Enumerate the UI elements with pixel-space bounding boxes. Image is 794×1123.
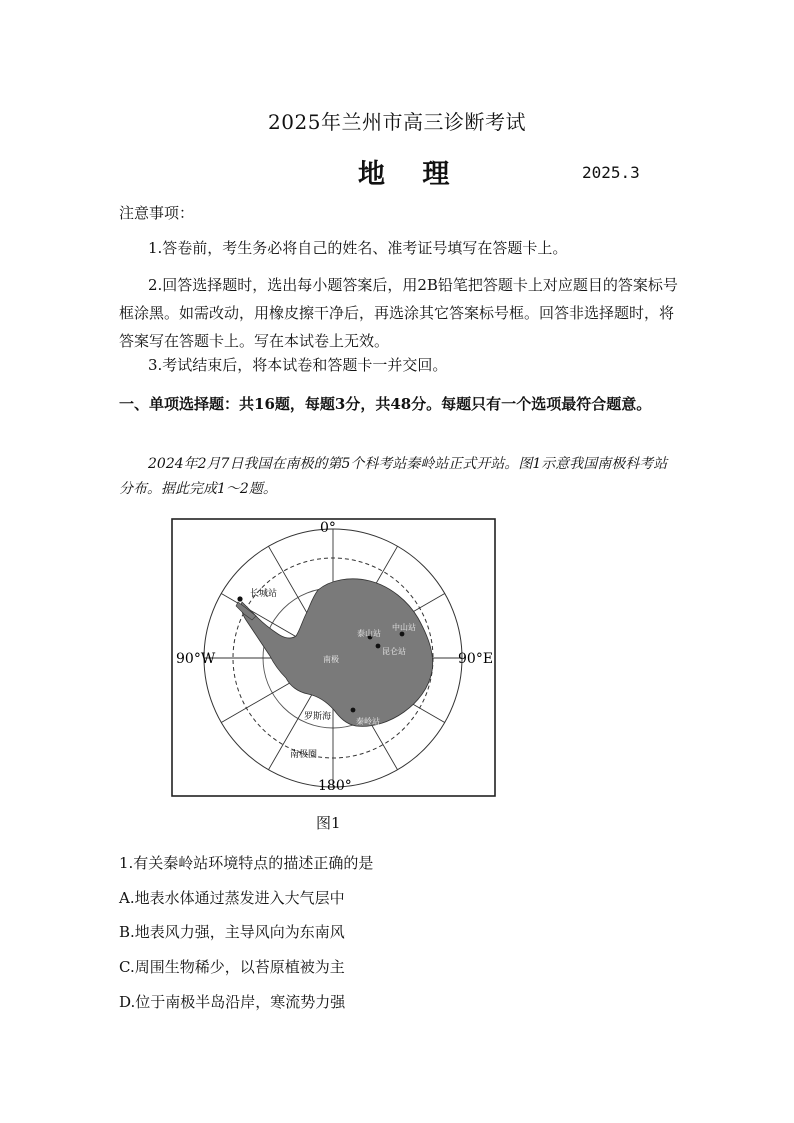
label-zhongshan-station: 中山站 [392, 623, 416, 632]
antarctica-map-figure [150, 506, 520, 806]
zhongshan-station-dot [400, 632, 405, 637]
question-1-option-c: C.周围生物稀少，以苔原植被为主 [119, 958, 345, 976]
note-item-2: 2.回答选择题时，选出每小题答案后，用2B铅笔把答题卡上对应题目的答案标号框涂黑。如需改动，用橡皮擦干净后，再选涂其它答案标号框。回答非选择题时，将答案写在答题卡上。写在本试卷上无效。 [119, 276, 678, 350]
label-0-degree: 0° [320, 520, 336, 536]
label-antarctic-circle: 南极圈 [290, 750, 318, 760]
label-great-wall-station: 长城站 [250, 589, 278, 599]
question-1-option-a: A.地表水体通过蒸发进入大气层中 [119, 889, 345, 907]
note-item-1: 1.答卷前，考生务必将自己的姓名、准考证号填写在答题卡上。 [148, 239, 568, 257]
label-90e: 90°E [458, 651, 494, 667]
question-1-option-b: B.地表风力强，主导风向为东南风 [119, 923, 345, 941]
label-south-pole: 南极 [323, 655, 339, 664]
note-item-3: 3.考试结束后，将本试卷和答题卡一并交回。 [148, 356, 448, 374]
label-taishan-station: 泰山站 [357, 629, 381, 638]
label-90w: 90°W [176, 651, 216, 667]
exam-title: 2025年兰州市高三诊断考试 [268, 110, 526, 134]
figure-caption: 图1 [316, 814, 341, 832]
qinling-station-dot [351, 708, 356, 713]
kunlun-station-dot [376, 644, 381, 649]
notes-heading: 注意事项： [119, 204, 195, 222]
question-1-stem: 1.有关秦岭站环境特点的描述正确的是 [119, 854, 374, 872]
great-wall-station-dot [237, 596, 242, 601]
subject-title: 地 理 [358, 159, 464, 190]
label-ross-sea: 罗斯海 [304, 712, 332, 722]
label-qinling-station: 秦岭站 [356, 717, 380, 726]
exam-date: 2025.3 [582, 163, 640, 182]
question-intro: 2024年2月7日我国在南极的第5个科考站秦岭站正式开站。图1示意我国南极科考站分布。据此完成1～2题。 [119, 456, 668, 497]
label-180-degree: 180° [318, 778, 352, 794]
section-heading: 一、单项选择题：共16题，每题3分，共48分。每题只有一个选项最符合题意。 [119, 395, 652, 413]
question-1-option-d: D.位于南极半岛沿岸，寒流势力强 [119, 993, 346, 1011]
label-kunlun-station: 昆仑站 [382, 647, 406, 656]
antarctica-map [150, 506, 520, 806]
